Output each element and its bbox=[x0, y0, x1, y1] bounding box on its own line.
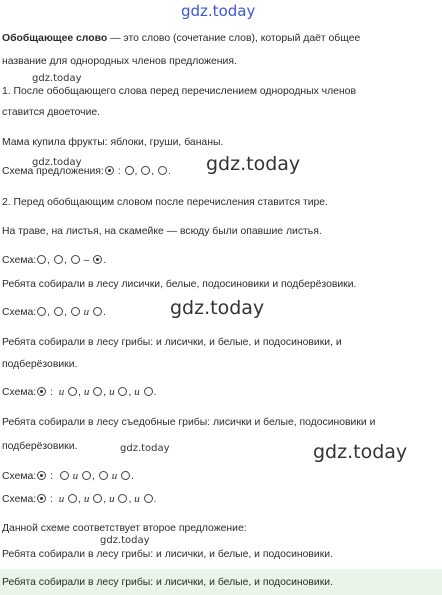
circle-dot-icon bbox=[93, 255, 102, 264]
circle-icon bbox=[68, 494, 77, 503]
example-5-line-1: Ребята собирали в лесу съедобные грибы: лисички и белые, подосиновики и bbox=[2, 417, 376, 428]
watermark-large: gdz.today bbox=[206, 153, 301, 175]
conjunction: и bbox=[134, 386, 140, 398]
conjunction: и bbox=[58, 386, 65, 398]
scheme-2: Схема: , , – . bbox=[2, 255, 107, 266]
scheme-label: Схема: bbox=[2, 471, 37, 482]
example-4-line-2: подберёзовики. bbox=[2, 359, 78, 370]
scheme-3: Схема: , , и . bbox=[2, 306, 106, 318]
rule-1-line-1: 1. После обобщающего слова перед перечислением однородных членов bbox=[2, 86, 356, 97]
circle-icon bbox=[54, 255, 63, 264]
scheme-label: Схема: bbox=[2, 494, 37, 505]
circle-icon bbox=[68, 387, 77, 396]
answer-intro: Данной схеме соответствует второе предложение: bbox=[2, 523, 247, 534]
conjunction: и bbox=[111, 470, 118, 482]
scheme-label: Схема: bbox=[2, 255, 37, 266]
example-4-line-1: Ребята собирали в лесу грибы: и лисички, и белые, и подосиновики, и bbox=[2, 337, 342, 348]
scheme-label: Схема предложения: bbox=[2, 166, 104, 177]
conjunction: и bbox=[109, 493, 115, 505]
circle-icon bbox=[37, 307, 46, 316]
answer-sentence-highlighted: Ребята собирали в лесу грибы: и лисички, и белые, и подосиновики. bbox=[2, 577, 333, 588]
definition-line-2: название для однородных членов предложения. bbox=[2, 56, 237, 67]
answer-sentence-plain: Ребята собирали в лесу грибы: и лисички, и белые, и подосиновики. bbox=[2, 549, 333, 560]
circle-icon bbox=[121, 471, 130, 480]
conjunction: и bbox=[58, 493, 65, 505]
definition-line-1 bbox=[2, 32, 438, 45]
circle-icon bbox=[54, 307, 63, 316]
conjunction: и bbox=[134, 493, 140, 505]
scheme-label: Схема: bbox=[2, 307, 37, 318]
watermark-small: gdz.today bbox=[100, 535, 150, 546]
example-3: Ребята собирали в лесу лисички, белые, подосиновики и подберёзовики. bbox=[2, 279, 357, 290]
circle-icon bbox=[71, 307, 80, 316]
term-generalizing-word: Обобщающее слово bbox=[2, 33, 108, 44]
conjunction: и bbox=[83, 306, 90, 318]
watermark-large: gdz.today bbox=[170, 297, 265, 319]
rule-1-line-2: ставится двоеточие. bbox=[2, 107, 101, 118]
circle-dot-icon bbox=[37, 471, 46, 480]
circle-dot-icon bbox=[37, 387, 46, 396]
watermark-small: gdz.today bbox=[32, 157, 82, 168]
example-1: Мама купила фрукты: яблоки, груши, бананы. bbox=[2, 137, 224, 148]
scheme-4: Схема: : и , и , и , и . bbox=[2, 386, 157, 398]
circle-icon bbox=[60, 471, 69, 480]
circle-icon bbox=[37, 255, 46, 264]
example-5-line-2: подберёзовики. bbox=[2, 441, 78, 452]
circle-icon bbox=[99, 471, 108, 480]
conjunction: и bbox=[72, 470, 79, 482]
circle-icon bbox=[158, 166, 167, 175]
circle-icon bbox=[71, 255, 80, 264]
conjunction: и bbox=[83, 386, 90, 398]
conjunction: и bbox=[109, 386, 115, 398]
circle-icon bbox=[144, 387, 153, 396]
example-2: На траве, на листья, на скамейке — всюду были опавшие листья. bbox=[2, 226, 322, 237]
circle-icon bbox=[144, 494, 153, 503]
conjunction: и bbox=[83, 493, 90, 505]
watermark-small: gdz.today bbox=[120, 443, 170, 454]
circle-icon bbox=[118, 387, 127, 396]
scheme-5b: Схема: : и , и , и , и . bbox=[2, 493, 157, 505]
watermark-large: gdz.today bbox=[313, 441, 408, 463]
circle-icon bbox=[82, 471, 91, 480]
circle-icon bbox=[93, 387, 102, 396]
scheme-5a: Схема: : и , и . bbox=[2, 470, 134, 482]
rule-2: 2. Перед обобщающим словом после перечисления ставится тире. bbox=[2, 197, 328, 208]
scheme-label: Схема: bbox=[2, 387, 37, 398]
circle-icon bbox=[93, 307, 102, 316]
definition-text: — это слово (сочетание слов), который даёт общее bbox=[107, 33, 361, 44]
circle-dot-icon bbox=[105, 166, 114, 175]
circle-icon bbox=[141, 166, 150, 175]
watermark-top: gdz.today bbox=[181, 2, 256, 20]
circle-icon bbox=[125, 166, 134, 175]
scheme-1: Схема предложения: : , , . bbox=[2, 166, 171, 177]
circle-icon bbox=[118, 494, 127, 503]
circle-icon bbox=[93, 494, 102, 503]
circle-dot-icon bbox=[37, 494, 46, 503]
watermark-small: gdz.today bbox=[32, 73, 82, 84]
